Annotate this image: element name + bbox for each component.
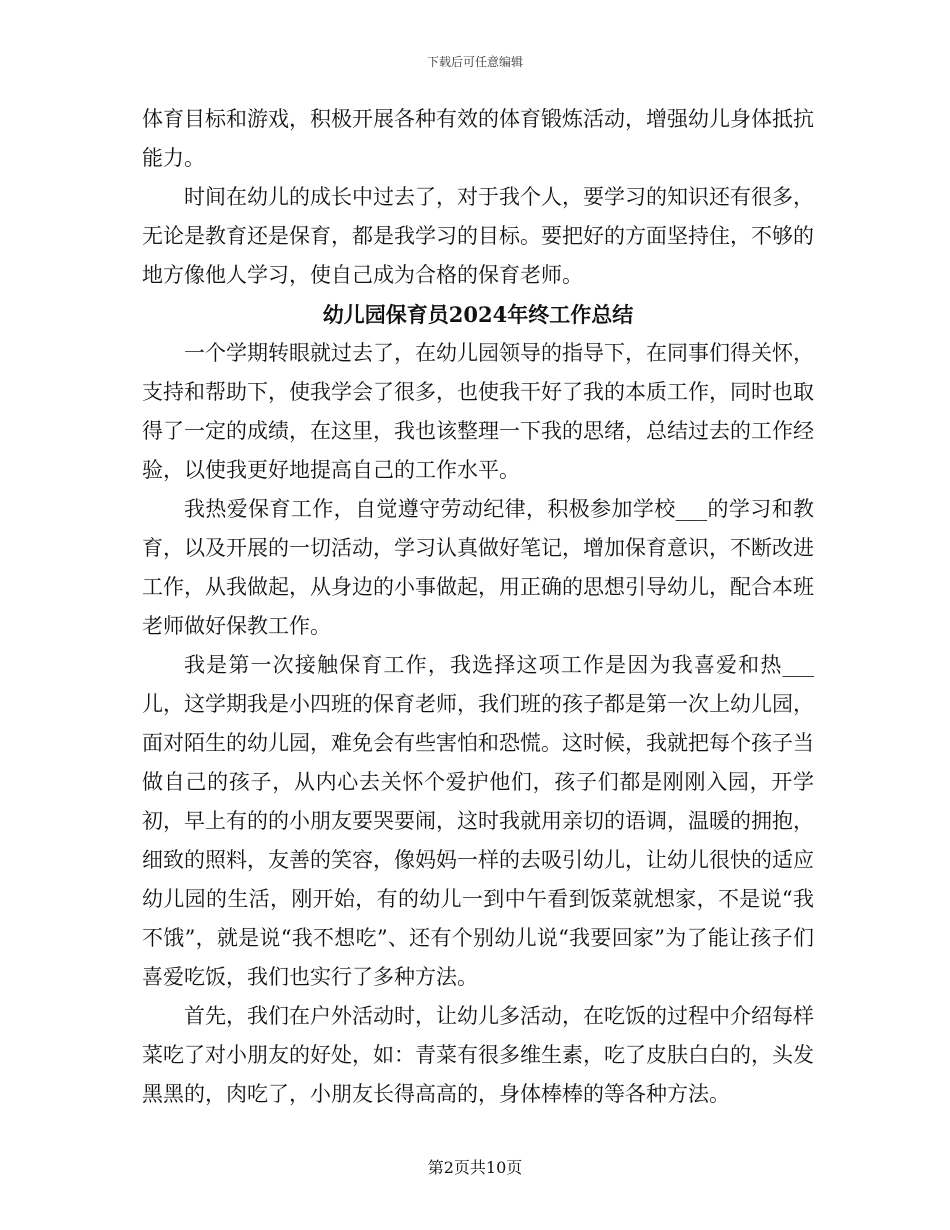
paragraph-methods: 首先，我们在户外活动时，让幼儿多活动，在吃饭的过程中介绍每样菜吃了对小朋友的好处，如：青菜有很多维生素，吃了皮肤白白的，头发黑黑的，肉吃了，小朋友长得高高的，身体棒棒的等各种方法。 bbox=[142, 1004, 814, 1106]
paragraph-first-experience: 我是第一次接触保育工作，我选择这项工作是因为我喜爱和热___儿，这学期我是小四班的保育老师，我们班的孩子都是第一次上幼儿园，面对陌生的幼儿园，难免会有些害怕和恐慌。这时候，我就把每个孩子当做自己的孩子，从内心去关怀个爱护他们，孩子们都是刚刚入园，开学初，早上有的的小朋友要哭要闹，这时我就用亲切的语调，温暖的拥抱，细致的照料，友善的笑容，像妈妈一样的去吸引幼儿，让幼儿很快的适应幼儿园的生活，刚开始，有的幼儿一到中午看到饭菜就想家，不是说“我不饿”，就是说“我不想吃”、还有个别幼儿说“我要回家”为了能让孩子们喜爱吃饭，我们也实行了多种方法。 bbox=[142, 653, 814, 989]
page-number: 第2页共10页 bbox=[427, 1158, 523, 1177]
paragraph-continued: 体育目标和游戏，积极开展各种有效的体育锻炼活动，增强幼儿身体抵抗能力。 bbox=[142, 107, 814, 170]
document-body bbox=[142, 100, 814, 1114]
paragraph-discipline: 我热爱保育工作，自觉遵守劳动纪律，积极参加学校___的学习和教育，以及开展的一切活动，学习认真做好笔记，增加保育意识，不断改进工作，从我做起，从身边的小事做起，用正确的思想引导幼儿，配合本班老师做好保教工作。 bbox=[142, 497, 814, 638]
paragraph-reflection: 时间在幼儿的成长中过去了，对于我个人，要学习的知识还有很多，无论是教育还是保育，都是我学习的目标。要把好的方面坚持住，不够的地方像他人学习，使自己成为合格的保育老师。 bbox=[142, 185, 814, 287]
section-title: 幼儿园保育员2024年终工作总结 bbox=[322, 302, 634, 327]
paragraph-intro: 一个学期转眼就过去了，在幼儿园领导的指导下，在同事们得关怀，支持和帮助下，使我学会了很多，也使我干好了我的本质工作，同时也取得了一定的成绩，在这里，我也该整理一下我的思绪，总结过去的工作经验，以使我更好地提高自己的工作水平。 bbox=[142, 341, 814, 482]
header-note: 下载后可任意编辑 bbox=[426, 55, 523, 69]
